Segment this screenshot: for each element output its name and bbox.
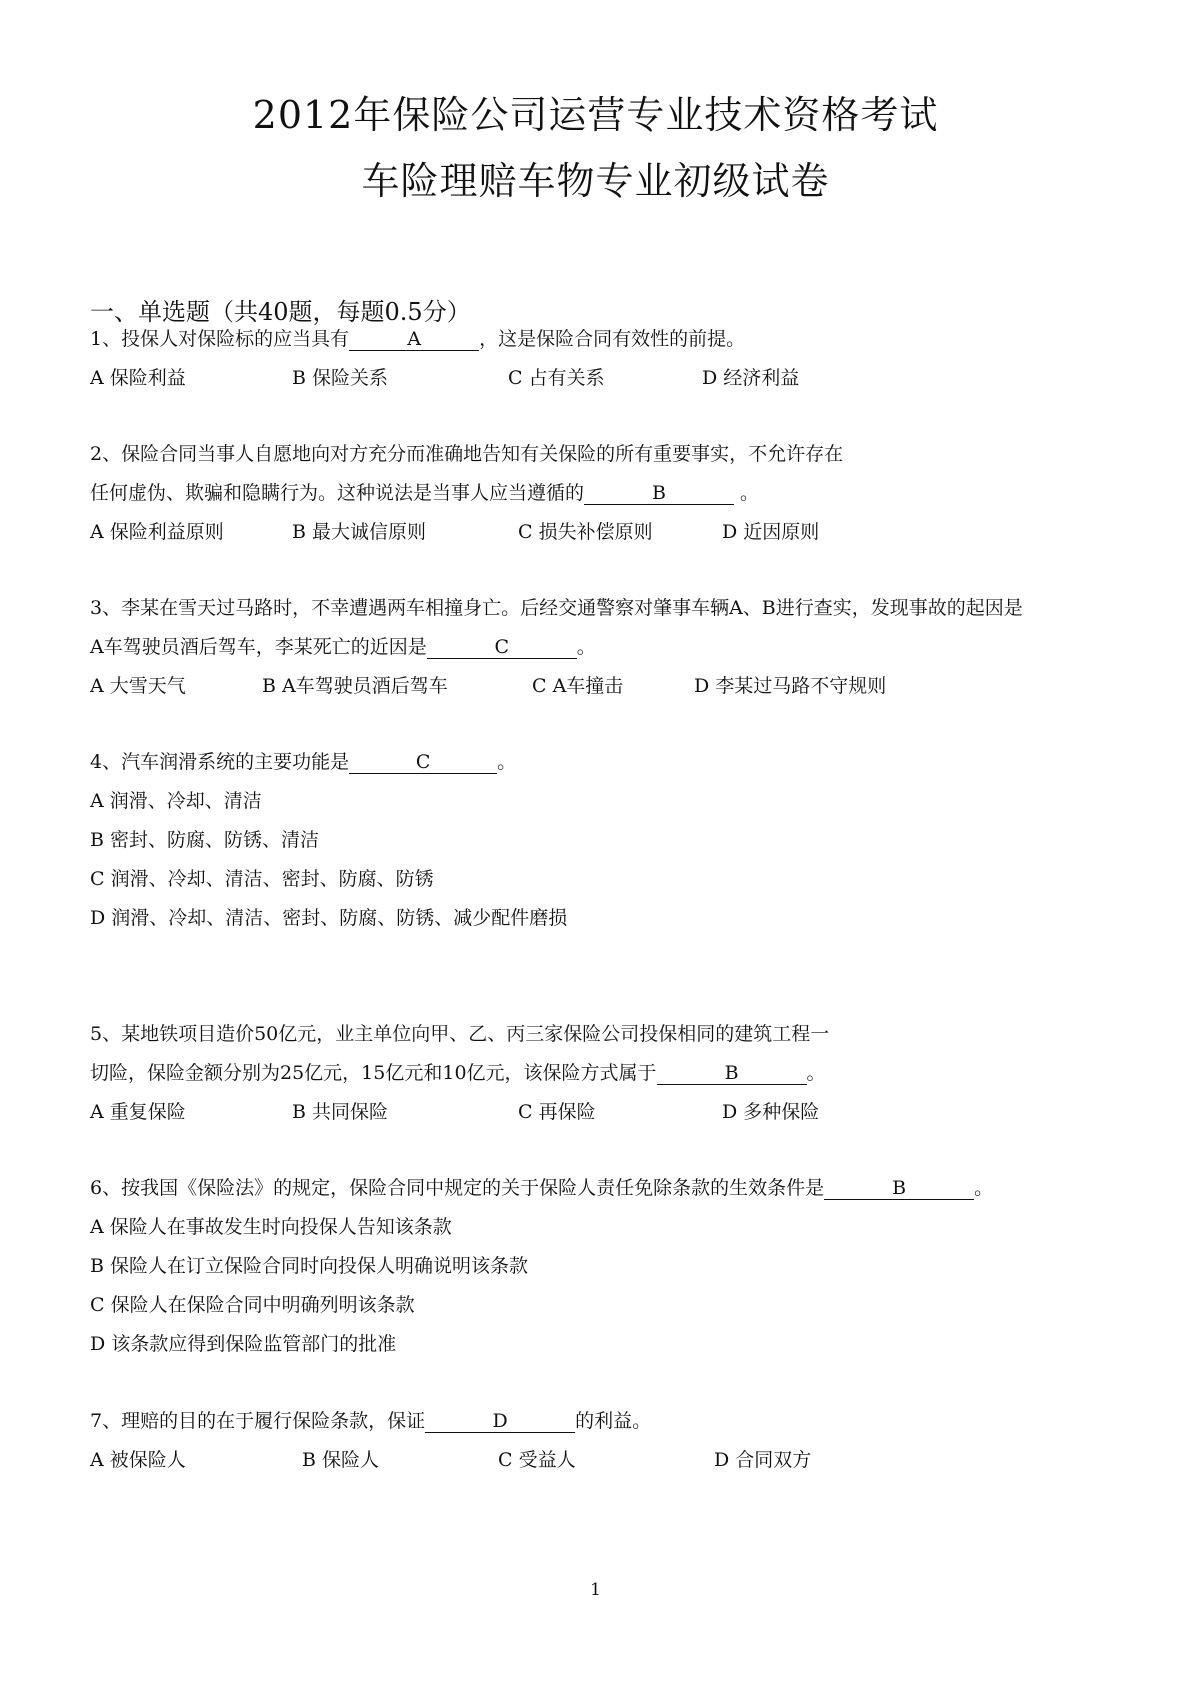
- option-d: D 经济利益: [702, 367, 800, 389]
- option-b: B A车驾驶员酒后驾车: [262, 675, 448, 697]
- question-stem-tail: 。: [576, 636, 596, 658]
- option-a: A 保险利益原则: [90, 521, 224, 543]
- question-stem-tail: 。: [734, 482, 760, 504]
- option-a: A 重复保险: [90, 1101, 186, 1123]
- question-1: [90, 320, 1151, 398]
- option-a: A 大雪天气: [90, 675, 186, 697]
- question-stem: 1、投保人对保险标的应当具有: [90, 328, 350, 350]
- section-heading: 一、单选题（共40题，每题0.5分）: [90, 298, 471, 326]
- exam-title-line1: 2012年保险公司运营专业技术资格考试: [252, 93, 939, 137]
- question-stem-line1: 3、李某在雪天过马路时，不幸遭遇两车相撞身亡。后经交通警察对肇事车辆A、B进行查实，发现事故的起因是: [90, 597, 1023, 619]
- answer-blank: C: [349, 747, 497, 774]
- option-a: A 润滑、冷却、清洁: [90, 790, 262, 812]
- option-d: D 合同双方: [714, 1449, 812, 1471]
- question-stem: 任何虚伪、欺骗和隐瞒行为。这种说法是当事人应当遵循的: [90, 482, 585, 504]
- question-stem: 4、汽车润滑系统的主要功能是: [90, 751, 350, 773]
- option-c: C 润滑、冷却、清洁、密封、防腐、防锈: [90, 868, 434, 890]
- option-c: C 占有关系: [508, 367, 605, 389]
- question-3: [90, 589, 1151, 706]
- option-b: B 保险关系: [292, 367, 389, 389]
- question-stem: 6、按我国《保险法》的规定，保险合同中规定的关于保险人责任免除条款的生效条件是: [90, 1177, 825, 1199]
- question-stem: 切险，保险金额分别为25亿元，15亿元和10亿元，该保险方式属于: [90, 1062, 657, 1084]
- option-d: D 近因原则: [722, 521, 820, 543]
- answer-blank: A: [349, 324, 479, 351]
- answer-blank: B: [657, 1058, 807, 1085]
- question-stem-line1: 5、某地铁项目造价50亿元，业主单位向甲、乙、丙三家保险公司投保相同的建筑工程一: [90, 1023, 830, 1045]
- option-b: B 保险人: [302, 1449, 380, 1471]
- option-b: B 共同保险: [292, 1101, 389, 1123]
- question-2: [90, 435, 1151, 552]
- option-c: C A车撞击: [532, 675, 624, 697]
- option-c: C 损失补偿原则: [518, 521, 653, 543]
- option-d: D 润滑、冷却、清洁、密封、防腐、防锈、减少配件磨损: [90, 907, 568, 929]
- question-stem-tail: ，这是保险合同有效性的前提。: [479, 328, 746, 350]
- exam-title-line2: 车险理赔车物专业初级试卷: [361, 159, 830, 203]
- question-stem-tail: 。: [974, 1177, 994, 1199]
- question-stem-tail: 的利益。: [575, 1410, 652, 1432]
- option-d: D 多种保险: [722, 1101, 820, 1123]
- option-b: B 保险人在订立保险合同时向投保人明确说明该条款: [90, 1255, 529, 1277]
- answer-blank: D: [425, 1406, 575, 1433]
- question-stem-tail: 。: [497, 751, 517, 773]
- question-7: [90, 1402, 1151, 1480]
- question-stem: 7、理赔的目的在于履行保险条款，保证: [90, 1410, 426, 1432]
- question-4: [90, 743, 1151, 938]
- option-a: A 保险人在事故发生时向投保人告知该条款: [90, 1216, 452, 1238]
- option-c: C 受益人: [498, 1449, 576, 1471]
- question-stem-tail: 。: [806, 1062, 826, 1084]
- question-6: [90, 1169, 1151, 1364]
- option-c: C 再保险: [518, 1101, 596, 1123]
- answer-blank: C: [427, 632, 577, 659]
- answer-blank: B: [584, 478, 734, 505]
- option-d: D 该条款应得到保险监管部门的批准: [90, 1333, 397, 1355]
- question-stem-line1: 2、保险合同当事人自愿地向对方充分而准确地告知有关保险的所有重要事实，不允许存在: [90, 443, 844, 465]
- page-number: 1: [590, 1580, 601, 1600]
- question-stem: A车驾驶员酒后驾车，李某死亡的近因是: [90, 636, 427, 658]
- option-d: D 李某过马路不守规则: [694, 675, 887, 697]
- option-c: C 保险人在保险合同中明确列明该条款: [90, 1294, 415, 1316]
- option-b: B 最大诚信原则: [292, 521, 427, 543]
- option-a: A 被保险人: [90, 1449, 186, 1471]
- question-5: [90, 1015, 1151, 1132]
- option-b: B 密封、防腐、防锈、清洁: [90, 829, 320, 851]
- option-a: A 保险利益: [90, 367, 186, 389]
- answer-blank: B: [824, 1173, 974, 1200]
